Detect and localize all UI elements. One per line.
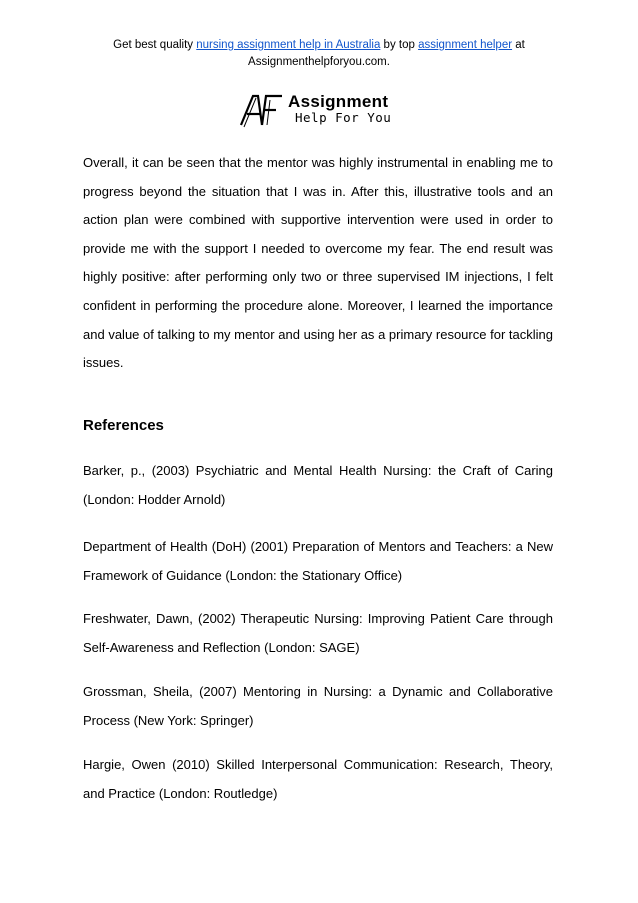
nursing-assignment-help-link[interactable]: nursing assignment help in Australia	[196, 39, 381, 51]
header-text-prefix: Get best quality	[113, 39, 197, 51]
header-text-middle: by top	[380, 39, 419, 51]
ahfy-logo-icon	[238, 92, 288, 128]
reference-item: Freshwater, Dawn, (2002) Therapeutic Nursing: Improving Patient Care through Self-Awareness and Reflection (London: SAGE)	[83, 611, 553, 655]
logo-title: Assignment	[288, 92, 389, 111]
reference-item: Hargie, Owen (2010) Skilled Interpersonal Communication: Research, Theory, and Practice (London: Routledge)	[83, 757, 553, 801]
assignment-help-logo	[238, 92, 398, 128]
references-heading: References	[83, 417, 164, 434]
header-site-name: Assignmenthelpforyou.com.	[248, 56, 390, 68]
reference-item: Grossman, Sheila, (2007) Mentoring in Nursing: a Dynamic and Collaborative Process (New York: Springer)	[83, 684, 553, 728]
reference-item: Barker, p., (2003) Psychiatric and Mental Health Nursing: the Craft of Caring (London: Hodder Arnold)	[83, 463, 553, 507]
header-text-suffix: at	[512, 39, 525, 51]
reference-item: Department of Health (DoH) (2001) Preparation of Mentors and Teachers: a New Framework of Guidance (London: the Stationary Office)	[83, 539, 553, 583]
logo-subtitle: Help For You	[295, 110, 392, 125]
header-promo-line	[0, 37, 638, 53]
assignment-helper-link[interactable]: assignment helper	[418, 39, 513, 51]
conclusion-paragraph: Overall, it can be seen that the mentor was highly instrumental in enabling me to progress beyond the situation that I was in. After this, illustrative tools and an action plan were combined with supportive intervention were used in order to provide me with the support I needed to overcome my fear. The end result was highly positive: after performing only two or three supervised IM injections, I felt confident in performing the procedure alone. Moreover, I learned the importance and value of talking to my mentor and using her as a primary resource for tackling issues.	[83, 155, 553, 371]
